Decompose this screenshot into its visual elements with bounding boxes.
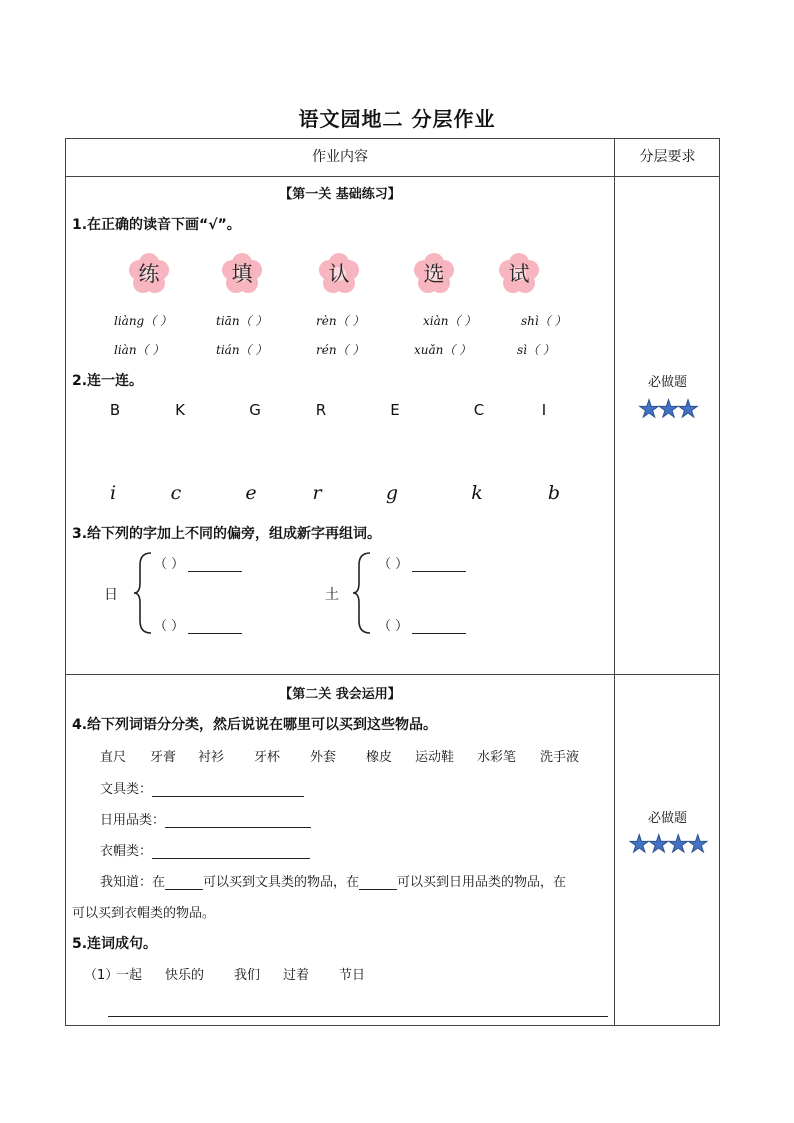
- word-card: 一起: [116, 968, 143, 983]
- word-item: 直尺: [100, 750, 127, 765]
- flower-char-3: [318, 253, 360, 295]
- pinyin-option[interactable]: rén（ ）: [316, 343, 365, 357]
- section2-requirement: 必做题: [647, 811, 687, 826]
- word-item: 牙膏: [150, 750, 177, 765]
- section-divider: [66, 674, 719, 675]
- char-5: 试: [508, 262, 530, 286]
- word-item: 衬衫: [198, 750, 225, 765]
- section1-requirement: 必做题: [647, 375, 687, 390]
- word-item: 运动鞋: [415, 750, 455, 765]
- category-stationery: 文具类：: [100, 778, 304, 797]
- word-card: 我们: [234, 968, 261, 983]
- word-card: 过着: [283, 968, 310, 983]
- lowercase-letter[interactable]: g: [385, 482, 399, 504]
- answer-blank[interactable]: [165, 876, 203, 890]
- header-divider: [66, 176, 719, 177]
- category-daily: 日用品类：: [100, 809, 311, 828]
- char-2: 填: [231, 262, 253, 286]
- word-card: 快乐的: [165, 968, 205, 983]
- q4-prompt: 4.给下列词语分分类，然后说说在哪里可以买到这些物品。: [72, 717, 438, 733]
- uppercase-letter[interactable]: E: [390, 401, 400, 419]
- flower-char-4: [413, 253, 455, 295]
- know-line-1: 我知道：在 可以买到文具类的物品，在 可以买到日用品类的物品，在: [100, 875, 567, 890]
- word-item: 水彩笔: [477, 750, 517, 765]
- section1-stars: ★★★: [638, 395, 697, 423]
- answer-blank[interactable]: [359, 876, 397, 890]
- section1-heading: 【第一关 基础练习】: [279, 187, 401, 202]
- pinyin-option[interactable]: tiān（ ）: [216, 314, 268, 328]
- lowercase-letter[interactable]: c: [170, 482, 182, 504]
- lowercase-letter[interactable]: k: [471, 482, 483, 504]
- brace-icon: [351, 551, 373, 635]
- sentence-answer-line[interactable]: [108, 1016, 608, 1017]
- pinyin-option[interactable]: tián（ ）: [216, 343, 268, 357]
- pinyin-option[interactable]: xiàn（ ）: [423, 314, 477, 328]
- radical-slot[interactable]: （ ）: [154, 553, 242, 572]
- answer-blank[interactable]: [152, 783, 304, 797]
- pinyin-option[interactable]: liàn（ ）: [114, 343, 165, 357]
- base-char-tu: 土: [325, 587, 339, 603]
- homework-table: [65, 138, 720, 1026]
- radical-slot[interactable]: （ ）: [378, 553, 466, 572]
- pinyin-option[interactable]: rèn（ ）: [316, 314, 365, 328]
- radical-slot[interactable]: （ ）: [378, 615, 466, 634]
- uppercase-letter[interactable]: K: [175, 401, 185, 419]
- section2-stars: ★★★★: [628, 830, 707, 858]
- uppercase-letter[interactable]: I: [541, 401, 547, 419]
- header-requirement: 分层要求: [639, 149, 696, 165]
- pinyin-option[interactable]: liàng（ ）: [114, 314, 173, 328]
- char-1: 练: [138, 262, 160, 286]
- uppercase-letter[interactable]: G: [249, 401, 261, 419]
- pinyin-option[interactable]: sì（ ）: [517, 343, 555, 357]
- char-4: 选: [423, 262, 445, 286]
- base-char-ri: 日: [104, 587, 118, 603]
- flower-char-2: [221, 253, 263, 295]
- lowercase-letter[interactable]: i: [109, 482, 117, 504]
- uppercase-letter[interactable]: B: [109, 401, 121, 419]
- word-item: 橡皮: [366, 750, 393, 765]
- word-item: 外套: [310, 750, 337, 765]
- word-item: 牙杯: [254, 750, 281, 765]
- word-card: 节日: [339, 968, 366, 983]
- radical-slot[interactable]: （ ）: [154, 615, 242, 634]
- brace-icon: [132, 551, 154, 635]
- category-clothing: 衣帽类：: [100, 840, 310, 859]
- answer-blank[interactable]: [165, 814, 311, 828]
- column-divider: [614, 139, 615, 1025]
- flower-char-1: [128, 253, 170, 295]
- char-3: 认: [328, 262, 350, 286]
- q1-prompt: 1.在正确的读音下画“√”。: [72, 217, 241, 233]
- answer-blank[interactable]: [152, 845, 310, 859]
- word-item: 洗手液: [540, 750, 580, 765]
- uppercase-letter[interactable]: R: [315, 401, 327, 419]
- q5-prompt: 5.连词成句。: [72, 936, 158, 952]
- page-title: 语文园地二 分层作业: [298, 107, 496, 131]
- pinyin-option[interactable]: xuǎn（ ）: [414, 343, 472, 357]
- lowercase-letter[interactable]: r: [312, 482, 322, 504]
- q5-item-number: （1）: [84, 968, 119, 983]
- uppercase-letter[interactable]: C: [473, 401, 485, 419]
- header-content: 作业内容: [312, 149, 368, 165]
- know-line-2: 可以买到衣帽类的物品。: [72, 906, 216, 921]
- q2-prompt: 2.连一连。: [72, 373, 144, 389]
- flower-char-5: [498, 253, 540, 295]
- pinyin-option[interactable]: shì（ ）: [521, 314, 567, 328]
- section2-heading: 【第二关 我会运用】: [279, 687, 401, 702]
- lowercase-letter[interactable]: b: [547, 482, 561, 504]
- q3-prompt: 3.给下列的字加上不同的偏旁，组成新字再组词。: [72, 526, 382, 542]
- lowercase-letter[interactable]: e: [245, 482, 257, 504]
